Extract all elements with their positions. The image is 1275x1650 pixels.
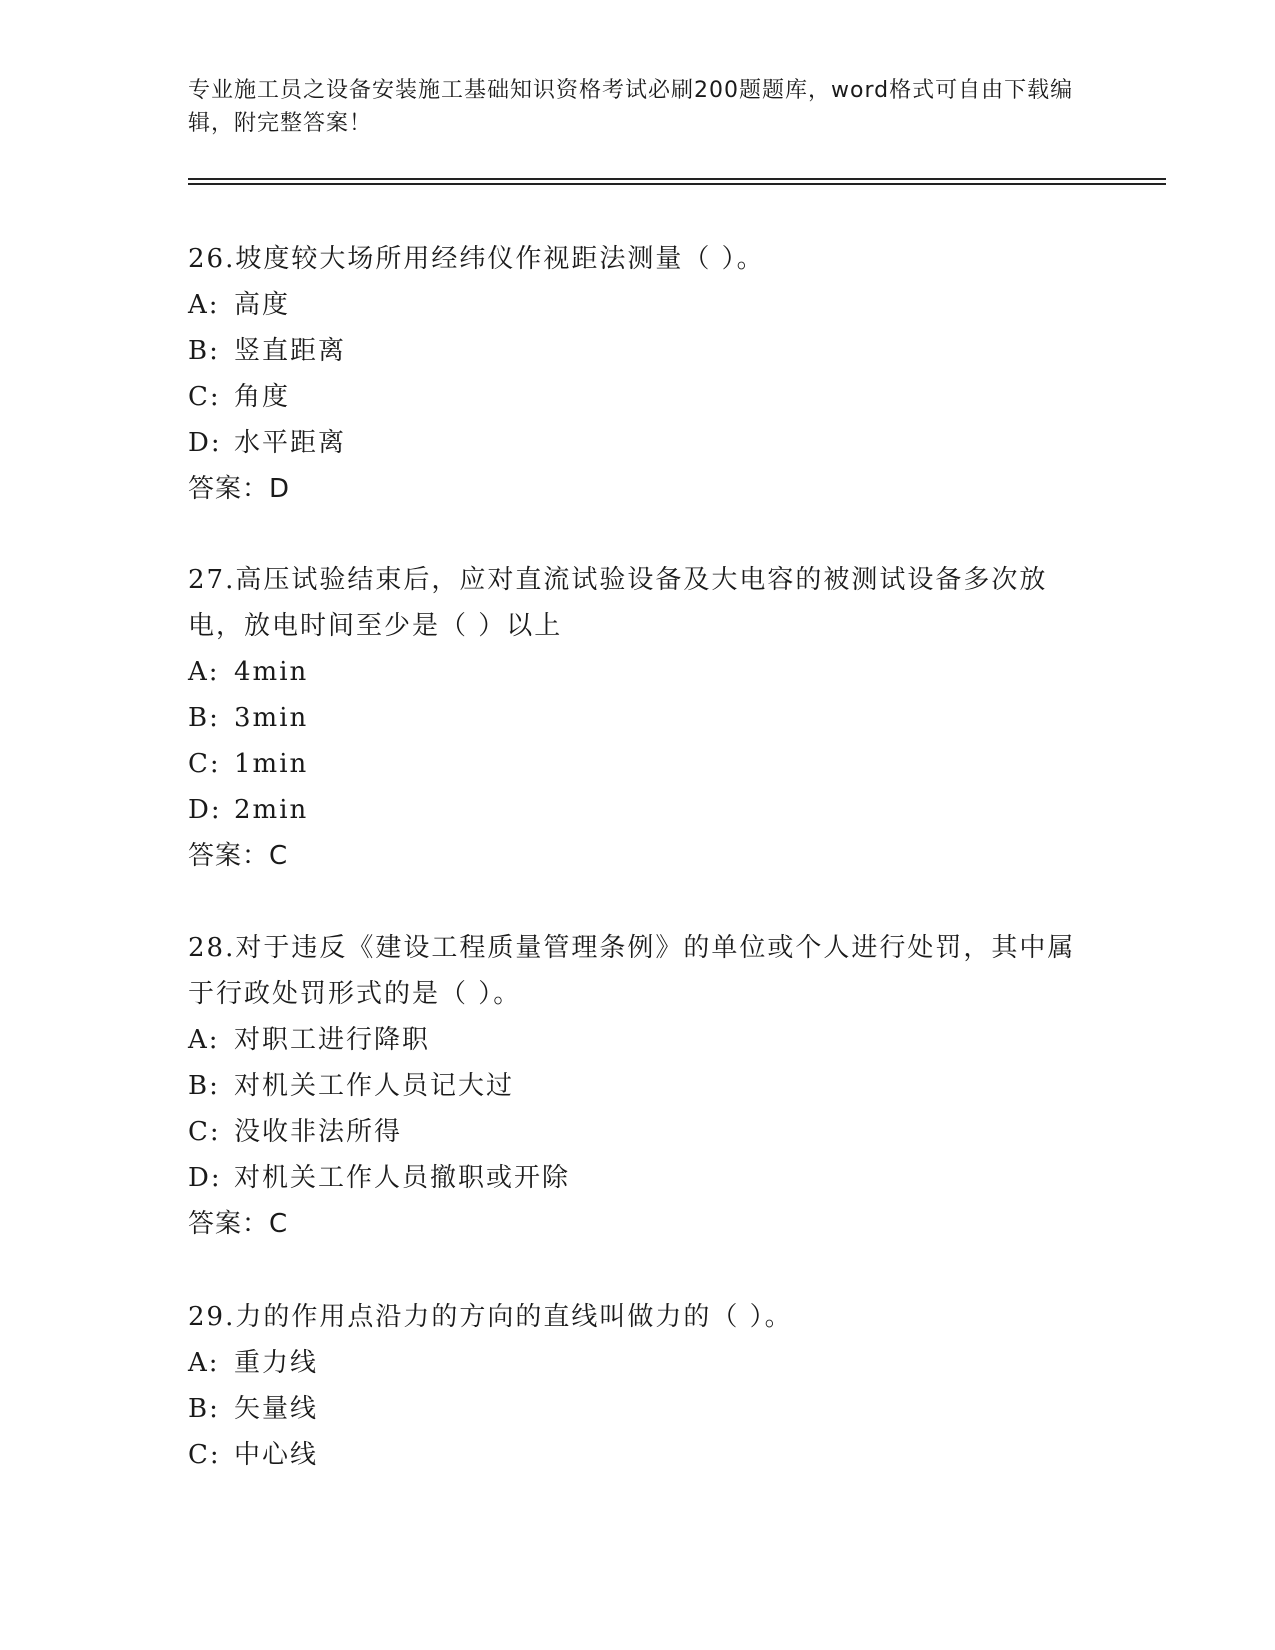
option-d (188, 1155, 1088, 1201)
option-c (188, 1109, 1088, 1155)
option-text: 对职工进行降职 (234, 1025, 431, 1055)
option-letter: C: (188, 1117, 221, 1147)
option-text: 水平距离 (234, 428, 347, 458)
option-a (188, 649, 1088, 695)
question-27 (188, 557, 1088, 879)
option-letter: A: (188, 657, 220, 687)
option-letter: D: (188, 428, 222, 458)
option-text: 2min (234, 795, 309, 825)
option-letter: A: (188, 290, 220, 320)
option-letter: B: (188, 703, 220, 733)
option-letter: C: (188, 1440, 221, 1470)
question-28 (188, 925, 1088, 1247)
question-stem: 28.对于违反《建设工程质量管理条例》的单位或个人进行处罚，其中属于行政处罚形式的是（ ）。 (188, 933, 1076, 1009)
document-header: 专业施工员之设备安装施工基础知识资格考试必刷200题题库，word格式可自由下载编辑，附完整答案！ (188, 78, 1074, 136)
header-divider-top (188, 178, 1166, 180)
option-c (188, 374, 1088, 420)
option-text: 对机关工作人员撤职或开除 (234, 1163, 571, 1193)
option-b (188, 695, 1088, 741)
option-letter: D: (188, 1163, 222, 1193)
header-divider-bottom (188, 183, 1166, 185)
option-letter: A: (188, 1025, 220, 1055)
question-26 (188, 236, 1088, 512)
answer-line: 答案：D (188, 474, 291, 504)
question-29 (188, 1294, 1088, 1478)
option-text: 3min (234, 703, 309, 733)
question-stem: 27.高压试验结束后，应对直流试验设备及大电容的被测试设备多次放电，放电时间至少是（ ）以上 (188, 565, 1048, 641)
option-d (188, 787, 1088, 833)
answer-line: 答案：C (188, 841, 289, 871)
option-text: 重力线 (234, 1348, 319, 1378)
option-text: 没收非法所得 (234, 1117, 403, 1147)
option-text: 4min (234, 657, 309, 687)
option-b (188, 1386, 1088, 1432)
option-letter: B: (188, 336, 220, 366)
option-a (188, 282, 1088, 328)
option-text: 中心线 (234, 1440, 319, 1470)
option-letter: D: (188, 795, 222, 825)
option-text: 矢量线 (234, 1394, 319, 1424)
option-text: 角度 (234, 382, 291, 412)
option-letter: B: (188, 1071, 220, 1101)
option-letter: C: (188, 749, 221, 779)
option-b (188, 328, 1088, 374)
option-text: 竖直距离 (234, 336, 347, 366)
question-stem: 26.坡度较大场所用经纬仪作视距法测量（ ）。 (188, 244, 765, 274)
option-d (188, 420, 1088, 466)
option-text: 高度 (234, 290, 291, 320)
question-stem: 29.力的作用点沿力的方向的直线叫做力的（ ）。 (188, 1302, 793, 1332)
option-text: 1min (234, 749, 309, 779)
option-a (188, 1340, 1088, 1386)
option-a (188, 1017, 1088, 1063)
option-text: 对机关工作人员记大过 (234, 1071, 515, 1101)
option-letter: A: (188, 1348, 220, 1378)
option-letter: C: (188, 382, 221, 412)
option-c (188, 741, 1088, 787)
option-letter: B: (188, 1394, 220, 1424)
option-c (188, 1432, 1088, 1478)
answer-line: 答案：C (188, 1209, 289, 1239)
option-b (188, 1063, 1088, 1109)
